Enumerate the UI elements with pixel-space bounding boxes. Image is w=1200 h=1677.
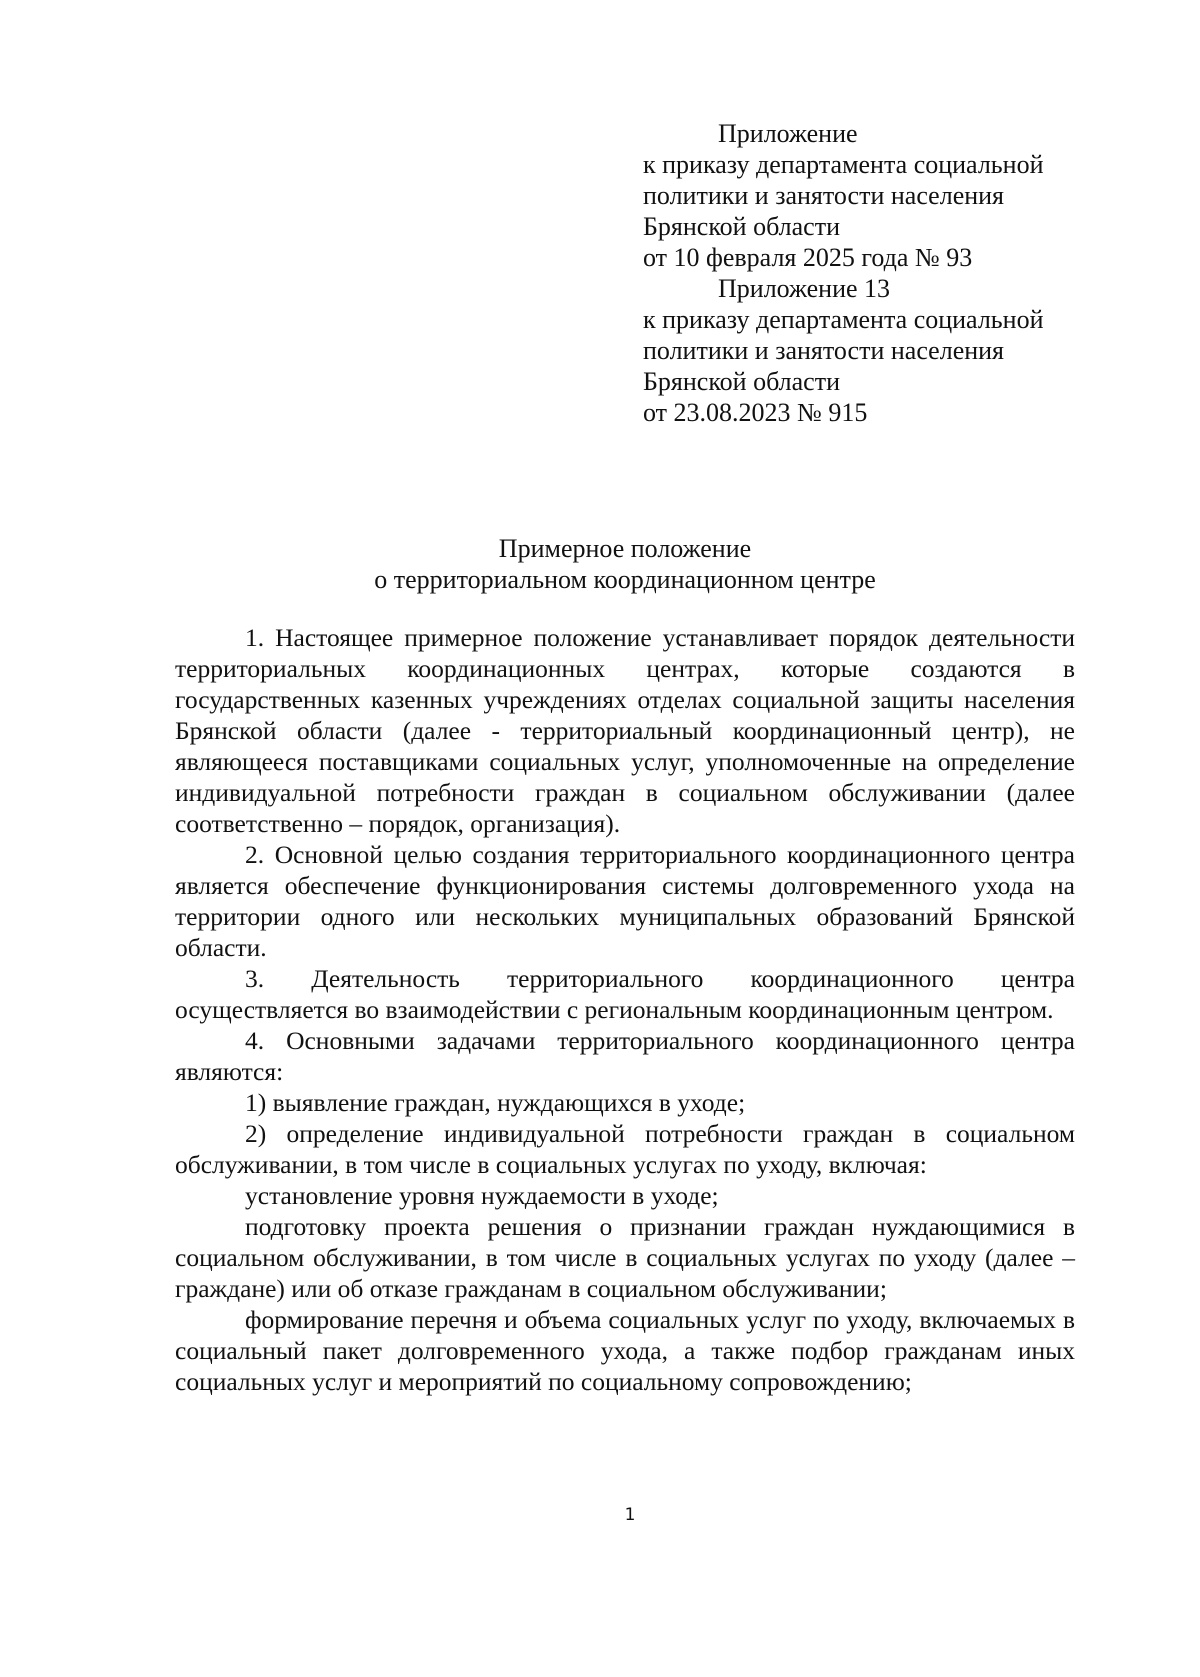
list-item: подготовку проекта решения о признании граждан нуждающимися в социальном обслуживании, в том числе в социальных услугах по уходу (далее – граждане) или об отказе гражданам в социальном обслуживании;	[175, 1212, 1075, 1303]
paragraph: 1. Настоящее примерное положение устанавливает порядок деятельности территориальных координационных центрах, которые создаются в государственных казенных учреждениях отделах социальной защиты населения Брянской области (далее - территориальный координационный центр), не являющееся поставщиками социальных услуг, уполномоченные на определение индивидуальной потребности граждан в социальном обслуживании (далее соответственно – порядок, организация).	[175, 623, 1075, 838]
title-line: о территориальном координационном центре	[374, 565, 876, 594]
list-item: 1) выявление граждан, нуждающихся в уходе;	[245, 1088, 746, 1117]
appendix-title: Приложение	[718, 119, 858, 148]
paragraph: 2. Основной целью создания территориального координационного центра является обеспечение функционирования системы долговременного ухода на территории одного или нескольких муниципальных образований Брянской области.	[175, 840, 1075, 962]
document-title	[175, 533, 1075, 595]
document-body	[175, 622, 1075, 1397]
appendix-line: к приказу департамента социальной	[643, 305, 1044, 334]
list-item: 2) определение индивидуальной потребности граждан в социальном обслуживании, в том числе в социальных услугах по уходу, включая:	[175, 1119, 1075, 1179]
list-item: формирование перечня и объема социальных услуг по уходу, включаемых в социальный пакет долговременного ухода, а также подбор гражданам иных социальных услуг и мероприятий по социальному сопровождению;	[175, 1305, 1075, 1396]
appendix-line: политики и занятости населения	[643, 336, 1005, 365]
paragraph: 3. Деятельность территориального координационного центра осуществляется во взаимодействии с региональным координационным центром.	[175, 964, 1075, 1024]
appendix-line: к приказу департамента социальной	[643, 150, 1044, 179]
page-number: 1	[624, 1505, 636, 1525]
appendix-order-date: от 10 февраля 2025 года № 93	[643, 243, 973, 272]
paragraph: 4. Основными задачами территориального координационного центра являются:	[175, 1026, 1075, 1086]
appendix-line: Брянской области	[643, 367, 840, 396]
title-line: Примерное положение	[498, 534, 752, 563]
list-item: установление уровня нуждаемости в уходе;	[245, 1181, 719, 1210]
appendix-order-date: от 23.08.2023 № 915	[643, 398, 868, 427]
appendix-title: Приложение 13	[718, 274, 891, 303]
appendix-line: политики и занятости населения	[643, 181, 1005, 210]
appendix-header	[643, 118, 1113, 428]
appendix-line: Брянской области	[643, 212, 840, 241]
